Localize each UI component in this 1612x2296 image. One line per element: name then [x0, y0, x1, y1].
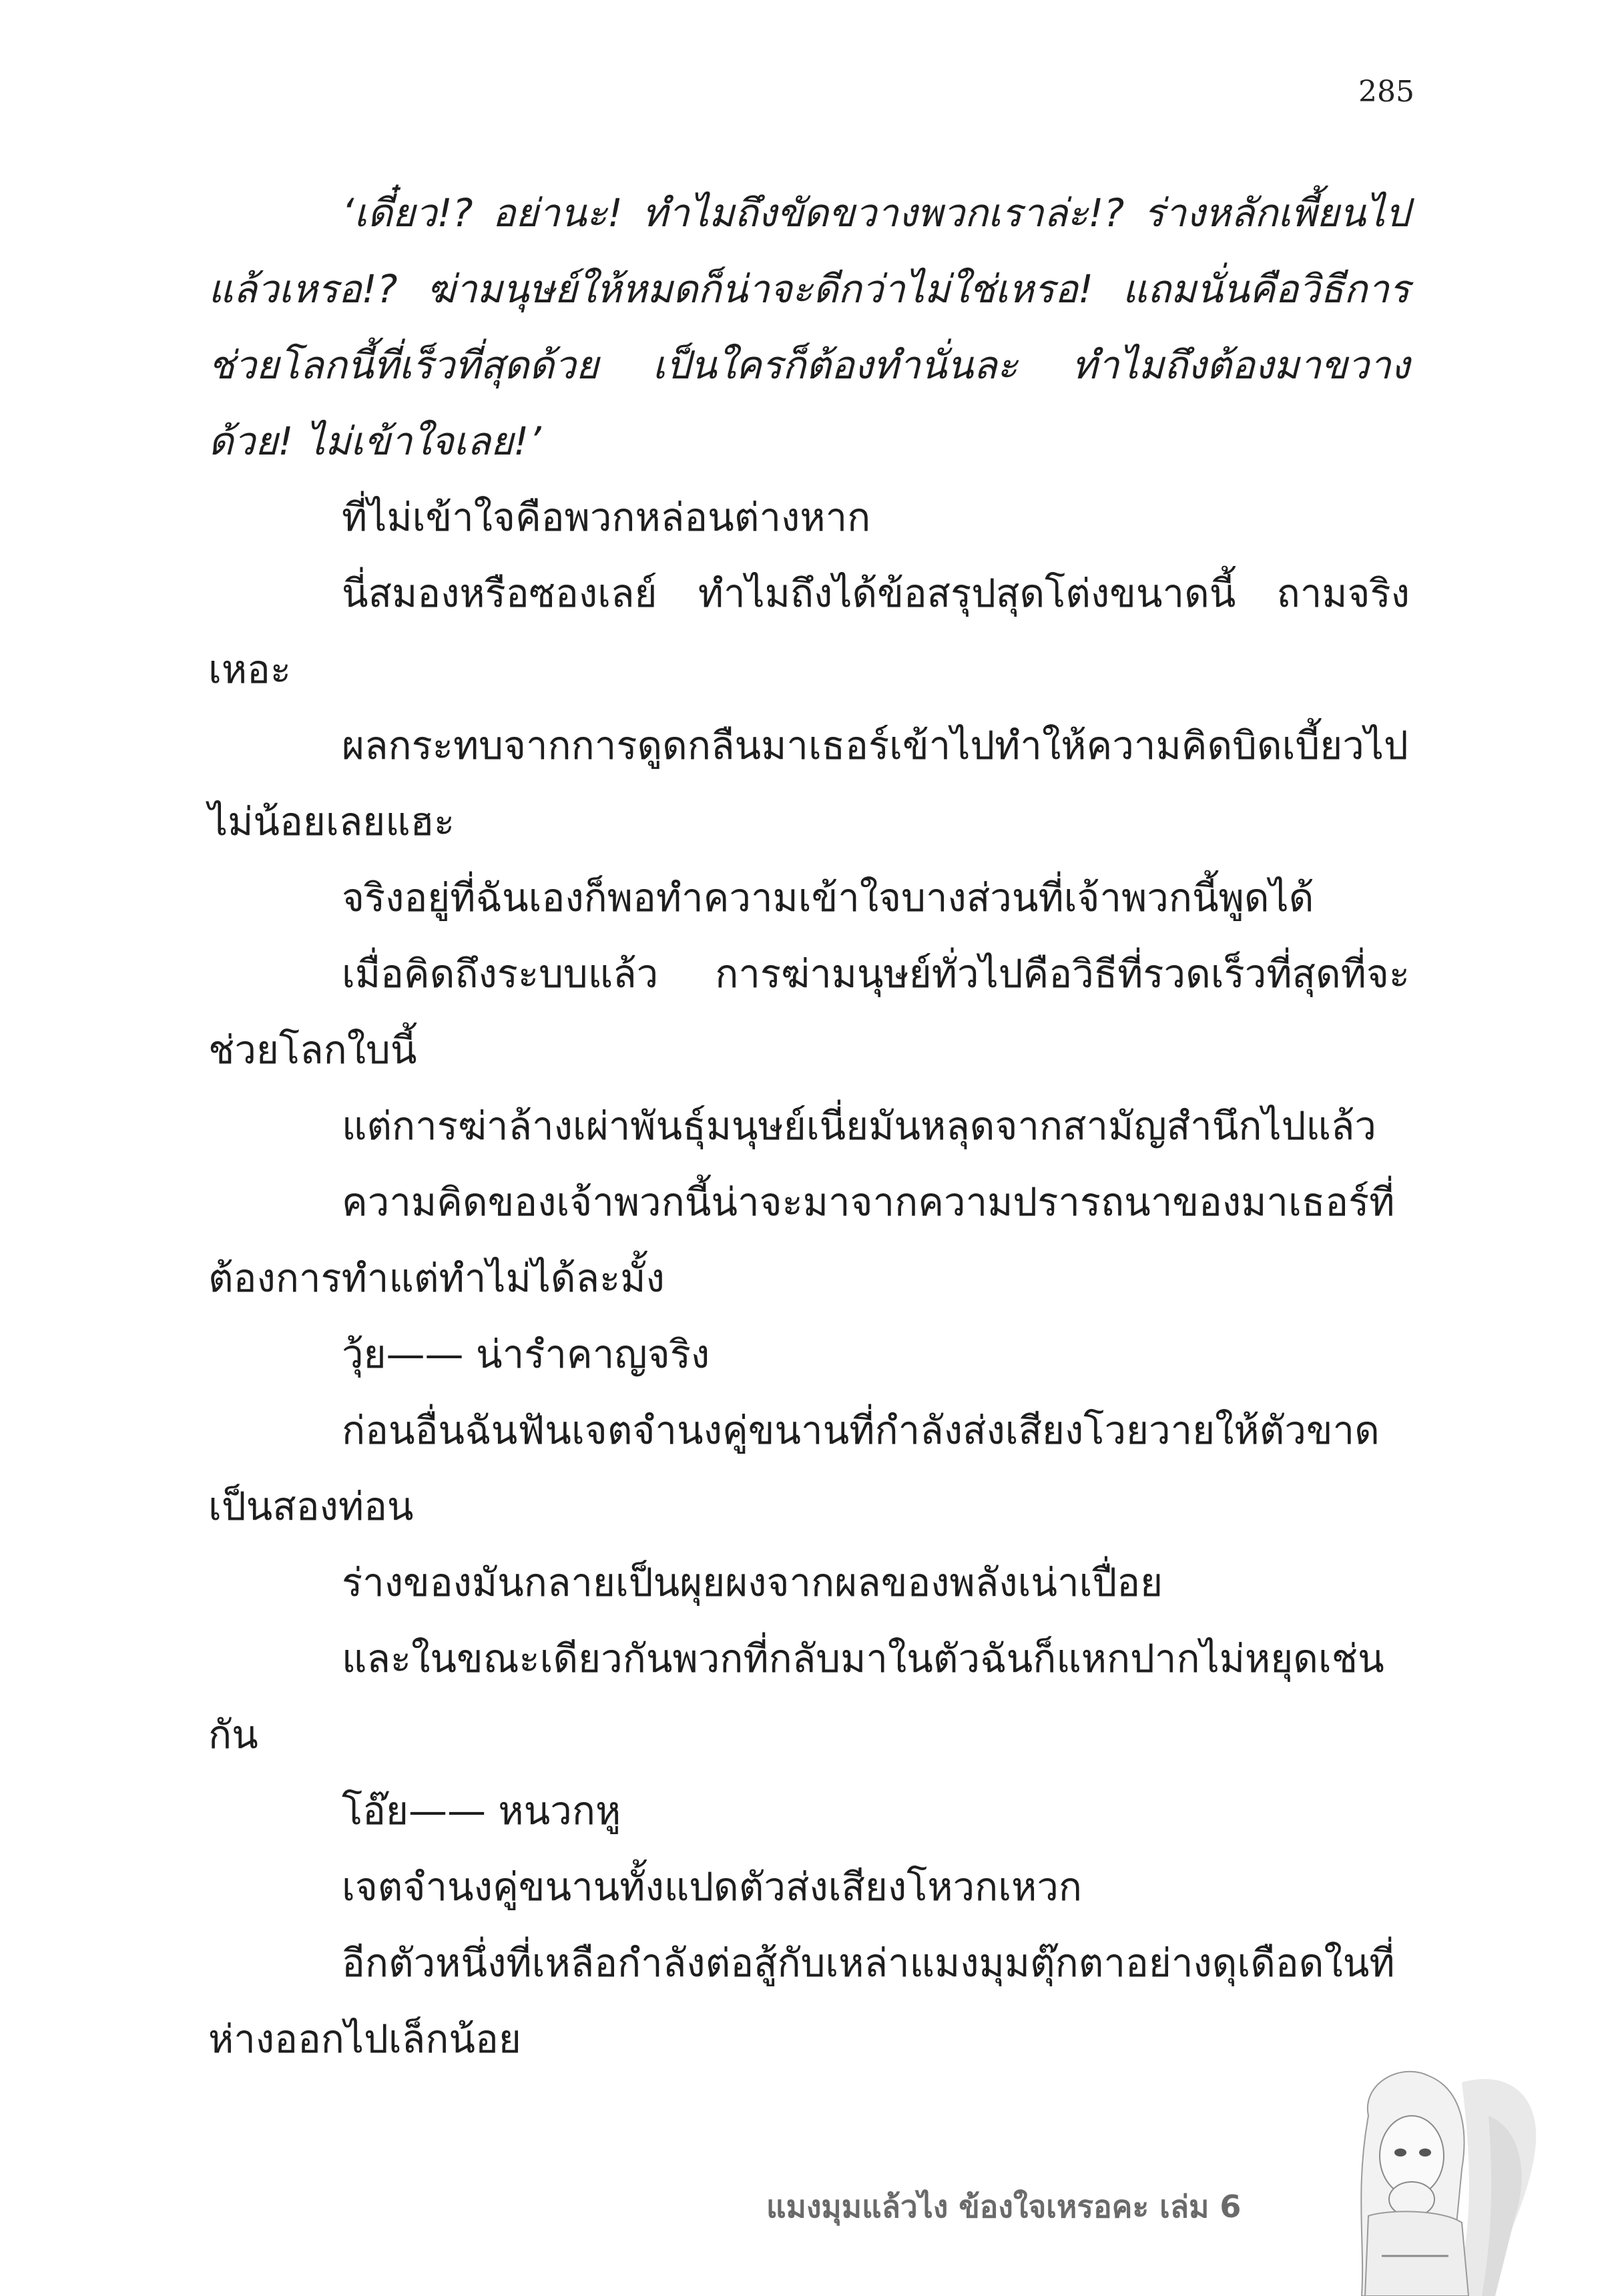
paragraph: นี่สมองหรือซองเลย์ ทำไมถึงได้ข้อสรุปสุดโต่งขนาดนี้ ถามจริงเหอะ: [208, 571, 1410, 692]
page-number: 285: [1358, 75, 1414, 109]
paragraph: วุ้ย—— น่ารำคาญจริง: [342, 1332, 710, 1377]
body-text: [208, 175, 1410, 2077]
paragraph: และในขณะเดียวกันพวกที่กลับมาในตัวฉันก็แหกปากไม่หยุดเช่นกัน: [208, 1636, 1384, 1757]
paragraph: โอ๊ย—— หนวกหู: [342, 1788, 621, 1833]
girl-character-illustration: [1288, 2056, 1555, 2296]
paragraph: ความคิดของเจ้าพวกนี้น่าจะมาจากความปรารถนาของมาเธอร์ที่ต้องการทำแต่ทำไม่ได้ละมั้ง: [208, 1179, 1395, 1301]
paragraph: แต่การฆ่าล้างเผ่าพันธุ์มนุษย์เนี่ยมันหลุดจากสามัญสำนึกไปแล้ว: [342, 1103, 1376, 1149]
paragraph: ผลกระทบจากการดูดกลืนมาเธอร์เข้าไปทำให้ความคิดบิดเบี้ยวไปไม่น้อยเลยแฮะ: [208, 723, 1408, 844]
paragraph: เจตจำนงคู่ขนานทั้งแปดตัวส่งเสียงโหวกเหวก: [342, 1864, 1083, 1910]
paragraph: ก่อนอื่นฉันฟันเจตจำนงคู่ขนานที่กำลังส่งเสียงโวยวายให้ตัวขาดเป็นสองท่อน: [208, 1408, 1380, 1529]
paragraph: เมื่อคิดถึงระบบแล้ว การฆ่ามนุษย์ทั่วไปคือวิธีที่รวดเร็วที่สุดที่จะช่วยโลกใบนี้: [208, 951, 1410, 1073]
paragraph: จริงอยู่ที่ฉันเองก็พอทำความเข้าใจบางส่วนที่เจ้าพวกนี้พูดได้: [342, 875, 1314, 920]
paragraph: อีกตัวหนึ่งที่เหลือกำลังต่อสู้กับเหล่าแมงมุมตุ๊กตาอย่างดุเดือดในที่ห่างออกไปเล็กน้อย: [208, 1940, 1395, 2062]
footer-book-title: แมงมุมแล้วไง ข้องใจเหรอคะ เล่ม 6: [766, 2189, 1242, 2225]
paragraph: ที่ไม่เข้าใจคือพวกหล่อนต่างหาก: [342, 495, 871, 540]
paragraph: ‘เดี๋ยว!? อย่านะ! ทำไมถึงขัดขวางพวกเราล่ะ!? ร่างหลักเพี้ยนไปแล้วเหรอ!? ฆ่ามนุษย์ให้หมดก็น่าจะดีกว่าไม่ใช่เหรอ! แถมนั่นคือวิธีการช่วยโลกนี้ที่เร็วที่สุดด้วย เป็นใครก็ต้องทำนั่นละ ทำไมถึงต้องมาขวางด้วย! ไม่เข้าใจเลย!’: [208, 190, 1410, 464]
paragraph: ร่างของมันกลายเป็นผุยผงจากผลของพลังเน่าเปื่อย: [342, 1560, 1163, 1605]
